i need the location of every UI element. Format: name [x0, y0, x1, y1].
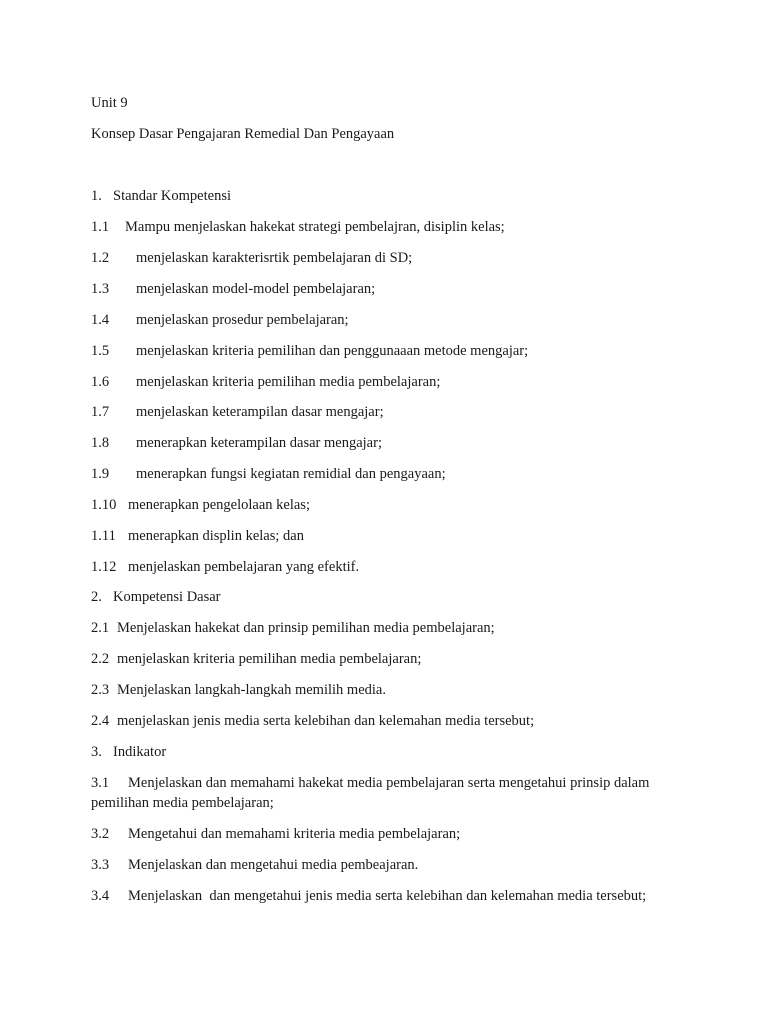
list-item: [91, 434, 382, 452]
item-text: Mengetahui dan memahami kriteria media pembelajaran;: [128, 826, 461, 842]
list-item: [91, 496, 310, 514]
list-item: [91, 558, 359, 576]
item-number: 3.3: [91, 857, 110, 873]
item-number: 1.6: [91, 374, 110, 390]
item-number: 1.9: [91, 466, 110, 482]
item-text: menjelaskan kriteria pemilihan media pembelajaran;: [136, 374, 441, 390]
item-text: menerapkan fungsi kegiatan remidial dan pengayaan;: [136, 466, 446, 482]
item-text: menerapkan pengelolaan kelas;: [128, 497, 310, 513]
section-number: 1.: [91, 188, 102, 204]
section-number: 2.: [91, 589, 102, 605]
list-item: [91, 280, 375, 298]
item-text: menjelaskan keterampilan dasar mengajar;: [136, 404, 384, 420]
item-number: 3.4: [91, 888, 110, 904]
list-item: [91, 856, 418, 874]
document-title: Konsep Dasar Pengajaran Remedial Dan Pengayaan: [91, 126, 395, 142]
list-item: [91, 527, 304, 545]
item-number: 2.3: [91, 682, 110, 698]
item-text: menjelaskan model-model pembelajaran;: [136, 281, 376, 297]
list-item: [91, 465, 446, 483]
item-text: menerapkan keterampilan dasar mengajar;: [136, 435, 382, 451]
list-item: [91, 218, 505, 236]
item-text: menjelaskan kriteria pemilihan media pembelajaran;: [117, 651, 422, 667]
list-item: [91, 825, 460, 843]
section-heading-standar-kompetensi: [91, 187, 231, 205]
item-number: 2.2: [91, 651, 110, 667]
item-number: 1.12: [91, 559, 117, 575]
item-number: 2.1: [91, 620, 110, 636]
list-item: [91, 619, 495, 637]
list-item: [91, 373, 440, 391]
item-number: 1.5: [91, 343, 110, 359]
item-number: 2.4: [91, 713, 110, 729]
section-heading-kompetensi-dasar: [91, 588, 221, 606]
section-heading-text: Indikator: [113, 744, 167, 760]
item-number: 1.11: [91, 528, 116, 544]
list-item: [91, 774, 649, 792]
item-text: menjelaskan kriteria pemilihan dan penggunaaan metode mengajar;: [136, 343, 529, 359]
item-number: 1.2: [91, 250, 110, 266]
list-item: [91, 311, 349, 329]
item-number: 1.10: [91, 497, 117, 513]
item-text: menjelaskan karakterisrtik pembelajaran di SD;: [136, 250, 413, 266]
list-item-continuation: pemilihan media pembelajaran;: [91, 795, 274, 811]
list-item: [91, 681, 386, 699]
item-number: 1.8: [91, 435, 110, 451]
item-text: menjelaskan prosedur pembelajaran;: [136, 312, 349, 328]
section-heading-text: Standar Kompetensi: [113, 188, 231, 204]
section-number: 3.: [91, 744, 102, 760]
item-text: menerapkan displin kelas; dan: [128, 528, 304, 544]
item-text: menjelaskan pembelajaran yang efektif.: [128, 559, 360, 575]
list-item: [91, 650, 421, 668]
list-item: [91, 712, 534, 730]
list-item: [91, 887, 646, 905]
item-text: Menjelaskan dan mengetahui jenis media serta kelebihan dan kelemahan media tersebut;: [128, 888, 647, 904]
section-heading-text: Kompetensi Dasar: [113, 589, 221, 605]
list-item: [91, 249, 412, 267]
list-item: [91, 342, 528, 360]
item-text: Menjelaskan dan mengetahui media pembeajaran.: [128, 857, 419, 873]
list-item: [91, 403, 384, 421]
item-number: 1.1: [91, 219, 110, 235]
item-number: 1.3: [91, 281, 110, 297]
item-text: Menjelaskan dan memahami hakekat media pembelajaran serta mengetahui prinsip dalam: [128, 775, 650, 791]
unit-label: Unit 9: [91, 95, 128, 111]
item-text: Menjelaskan langkah-langkah memilih media.: [117, 682, 386, 698]
item-number: 3.1: [91, 775, 110, 791]
item-number: 1.7: [91, 404, 110, 420]
item-number: 1.4: [91, 312, 110, 328]
item-text: Menjelaskan hakekat dan prinsip pemilihan media pembelajaran;: [117, 620, 495, 636]
item-number: 3.2: [91, 826, 110, 842]
item-text: Mampu menjelaskan hakekat strategi pembelajran, disiplin kelas;: [125, 219, 505, 235]
section-heading-indikator: [91, 743, 166, 761]
item-text: menjelaskan jenis media serta kelebihan dan kelemahan media tersebut;: [117, 713, 535, 729]
